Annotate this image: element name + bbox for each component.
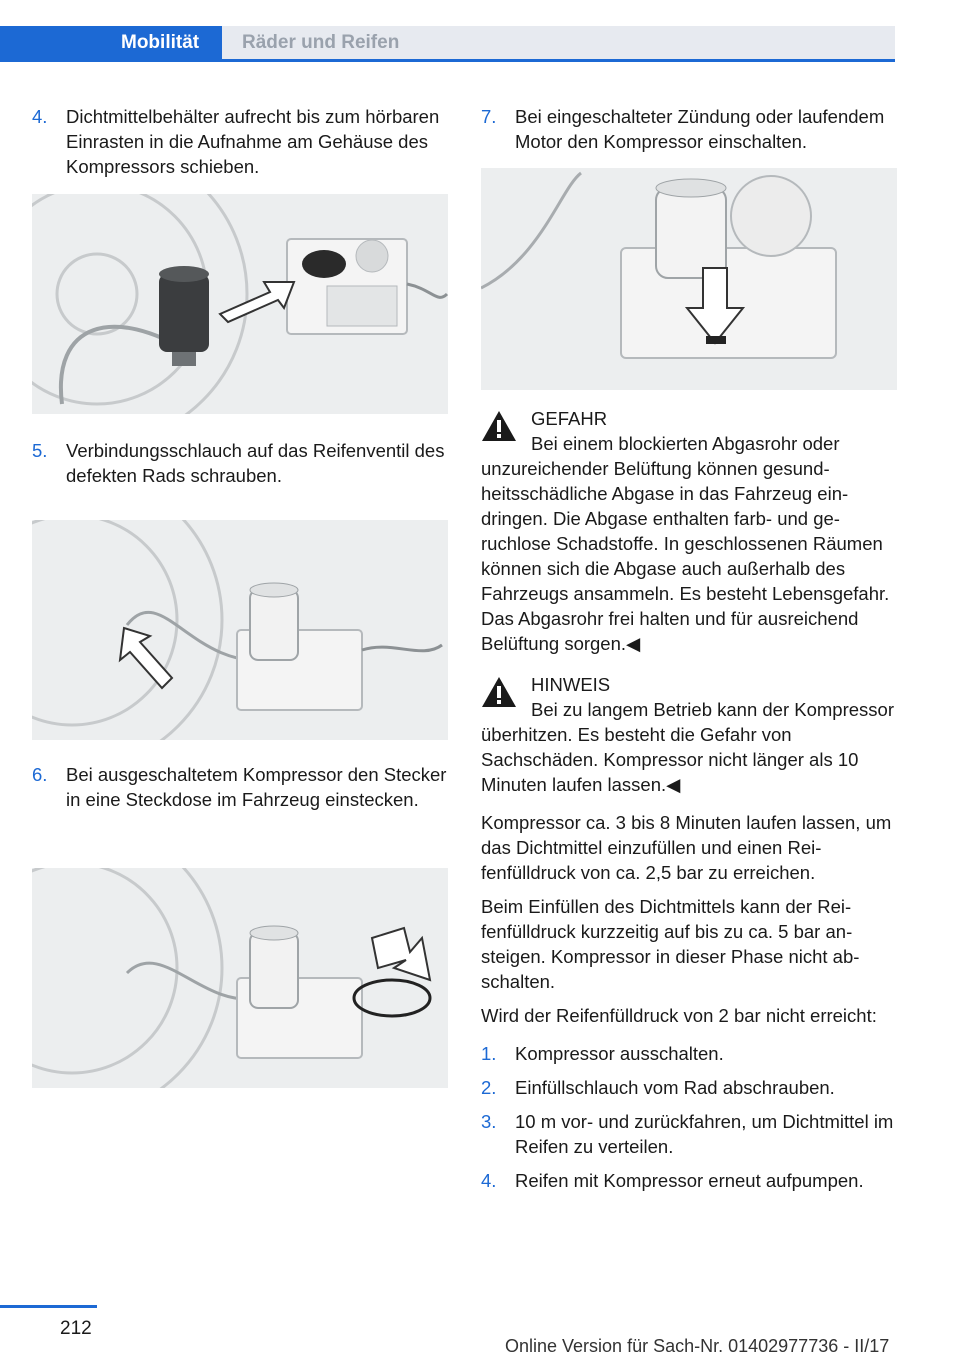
step-text: Dichtmittelbehälter aufrecht bis zum hörbaren Einrasten in die Aufnahme am Gehäuse des Kompressors schieben. (66, 106, 440, 177)
left-column (32, 104, 448, 1088)
step-text: Verbindungsschlauch auf das Reifenventil des defekten Rads schrauben. (66, 440, 445, 486)
step-number: 3. (481, 1111, 497, 1132)
page-number: 212 (60, 1318, 92, 1339)
step-number: 4. (481, 1170, 497, 1191)
footer-rule (0, 1305, 97, 1308)
step-text: 10 m vor- und zurückfahren, um Dichtmittel im Reifen zu verteilen. (515, 1111, 894, 1157)
warning-title: HINWEIS (531, 674, 611, 695)
step-6 (32, 762, 448, 868)
step-7 (481, 104, 897, 168)
step-3 (481, 1109, 897, 1159)
step-number: 4. (32, 106, 48, 127)
figure-connect-hose (32, 520, 448, 740)
header-rule (0, 59, 895, 62)
warning-text: Bei einem blockierten Abgasrohr oder unzureichender Belüftung können gesundheitsschädliche Abgase in das Fahrzeug eindringen. Die Abgase enthalten farb- und geruchlose Schadstoffe. In geschlossenen Räumen können sich die Abgase auch außerhalb des Fahrzeugs ansammeln. Es besteht Lebensgefahr. Das Abgasrohr frei halten und für ausreichend Belüftung sorgen.◀ (481, 433, 890, 654)
step-4 (32, 104, 448, 194)
step-text: Kompressor ausschalten. (515, 1043, 724, 1064)
wheel-illustration (32, 194, 247, 414)
warning-danger (481, 406, 897, 656)
figure-insert-sealant-container (32, 194, 448, 414)
figure-plug-in-power (32, 868, 448, 1088)
header-tabs (0, 26, 895, 62)
tab-chapter[interactable]: Räder und Reifen (222, 26, 895, 59)
paragraph: Kompressor ca. 3 bis 8 Minuten laufen lassen, um das Dichtmittel einzufüllen und einen Reifenfülldruck von ca. 2,5 bar zu erreichen. (481, 812, 892, 883)
online-version-note: Online Version für Sach-Nr. 01402977736 - II/17 (505, 1336, 890, 1356)
step-text: Bei ausgeschaltetem Kompressor den Stecker in eine Steckdose im Fahrzeug einstecken. (66, 764, 447, 810)
arrow-illustration (220, 282, 294, 322)
step-number: 5. (32, 440, 48, 461)
step-text: Reifen mit Kompressor erneut aufpumpen. (515, 1170, 864, 1191)
step-text: Bei eingeschalteter Zündung oder laufendem Motor den Kompressor einschalten. (515, 106, 885, 152)
paragraph: Beim Einfüllen des Dichtmittels kann der Reifenfülldruck kurzzeitig auf bis zu ca. 5 bar ansteigen. Kompressor in dieser Phase nicht abschalten. (481, 896, 860, 992)
right-column (481, 104, 897, 1193)
sealant-bottle-illustration (159, 266, 209, 366)
step-number: 7. (481, 106, 497, 127)
warning-notice (481, 672, 897, 797)
compressor-illustration (287, 239, 447, 334)
step-number: 6. (32, 764, 48, 785)
step-4-bottom (481, 1168, 897, 1193)
step-1 (481, 1041, 897, 1066)
bottom-step-list (481, 1041, 897, 1193)
warning-text: Bei zu langem Betrieb kann der Kompressor überhitzen. Es besteht die Gefahr von Sachschäden. Kompressor nicht länger als 10 Minuten laufen lassen.◀ (481, 699, 894, 795)
step-5 (32, 438, 448, 520)
tab-section[interactable]: Mobilität (0, 26, 222, 59)
warning-title: GEFAHR (531, 408, 608, 429)
warning-triangle-icon (481, 410, 517, 442)
step-number: 2. (481, 1077, 497, 1098)
step-number: 1. (481, 1043, 497, 1064)
step-2 (481, 1075, 897, 1100)
step-text: Einfüllschlauch vom Rad abschrauben. (515, 1077, 835, 1098)
paragraph: Wird der Reifenfülldruck von 2 bar nicht erreicht: (481, 1005, 877, 1026)
warning-triangle-icon (481, 676, 517, 708)
figure-switch-on-compressor (481, 168, 897, 390)
